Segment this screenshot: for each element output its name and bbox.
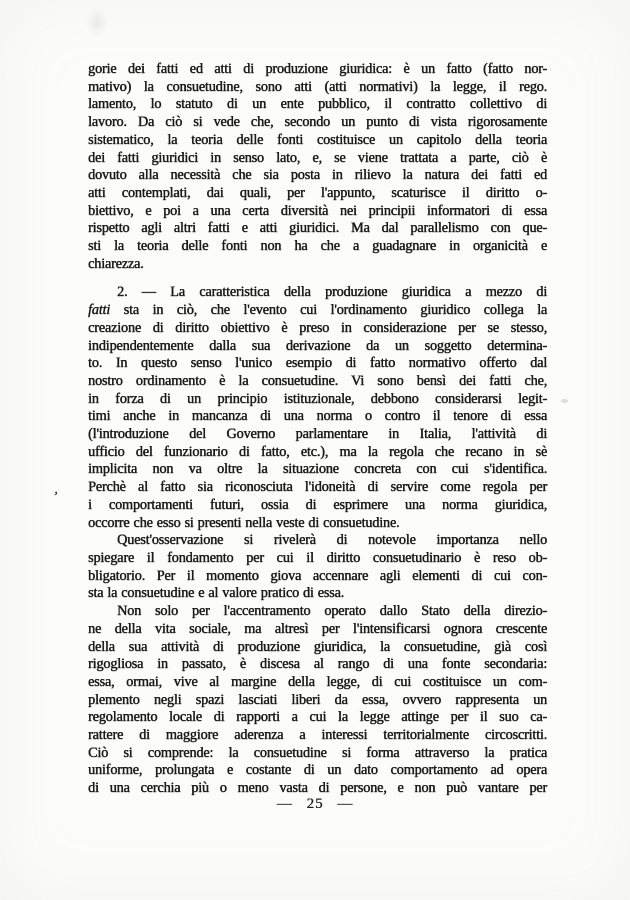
text-line: occorre che esso si presenti nella veste di consuetudine.	[88, 514, 400, 531]
text-line: lamento, lo statuto di un ente pubblico, il contratto collettivo di	[88, 96, 547, 113]
text-line: uniforme, prolungata e costante di un dato comportamento ad opera	[88, 762, 547, 779]
text-line: ne della vita sociale, ma altresì per l'intensificarsi ognora crescente	[88, 620, 547, 637]
text-line: dei fatti giuridici in senso lato, e, se viene trattata a parte, ciò è	[88, 149, 547, 166]
text-line: fatti sta in ciò, che l'evento cui l'ordinamento giuridico collega la	[88, 302, 547, 319]
text-line: sta la consuetudine e al valore pratico di essa.	[88, 585, 345, 602]
text-line: spiegare il fondamento per cui il diritto consuetudinario è reso ob-	[88, 549, 547, 566]
text-line: rispetto agli altri fatti e atti giuridici. Ma dal parallelismo con que-	[88, 220, 547, 237]
paragraph	[88, 532, 547, 603]
text-line: mativo) la consuetudine, sono atti (atti normativi) la legge, il rego.	[88, 78, 547, 95]
text-line: lavoro. Da ciò si vede che, secondo un punto di vista rigorosamente	[88, 114, 547, 131]
italic-term: fatti	[88, 302, 111, 319]
text-line: ufficio del funzionario di fatto, etc.), ma la regola che recano in sè	[88, 443, 547, 460]
text-line: (l'introduzione del Governo parlamentare in Italia, l'attività di	[88, 426, 547, 443]
text-line: chiarezza.	[88, 255, 144, 272]
page-text	[88, 61, 547, 798]
text-line: regolamento locale di rapporti a cui la legge attinge per il suo ca-	[88, 709, 547, 726]
text-line: Quest'osservazione si rivelerà di notevole importanza nello	[117, 532, 547, 549]
text-line: Non solo per l'accentramento operato dallo Stato della direzio-	[117, 603, 547, 620]
text-line: dovuto alla necessità che sia posta in rilievo la natura dei fatti ed	[88, 167, 547, 184]
paragraph	[88, 603, 547, 798]
text-line: essa, ormai, vive al margine della legge, di cui costituisce un com-	[88, 673, 547, 690]
text-line: nostro ordinamento è la consuetudine. Vi sono bensì dei fatti che,	[88, 372, 547, 389]
scan-speck	[561, 399, 568, 403]
text-line: in forza di un principio istituzionale, debbono considerarsi legit-	[88, 390, 547, 407]
text-line: to. In questo senso l'unico esempio di fatto normativo offerto dal	[88, 355, 547, 372]
text-line: rattere di maggiore aderenza a interessi territorialmente circoscritti.	[88, 727, 547, 744]
ink-speck: ’	[52, 489, 59, 506]
text-line: bligatorio. Per il momento giova accennare agli elementi di cui con-	[88, 567, 547, 584]
text-line: di una cerchia più o meno vasta di persone, e non può vantare per	[88, 780, 547, 797]
text-line: indipendentemente dalla sua derivazione da un soggetto determina-	[88, 337, 547, 354]
text-line: i comportamenti futuri, ossia di esprimere una norma giuridica,	[88, 496, 547, 513]
text-line: Perchè al fatto sia riconosciuta l'idoneità di servire come regola per	[88, 479, 547, 496]
text-line: 2. — La caratteristica della produzione giuridica a mezzo di	[117, 284, 547, 301]
text-line: timi anche in mancanza di una norma o contro il tenore di essa	[88, 408, 547, 425]
page-number: — 25 —	[276, 796, 354, 812]
paragraph	[88, 61, 547, 273]
text-line: sti la teoria delle fonti non ha che a guadagnare in organicità e	[88, 238, 547, 255]
paragraph	[88, 284, 547, 532]
text-line: biettivo, e poi a una certa diversità nei principii informatori di essa	[88, 202, 547, 219]
text-line: della sua attività di produzione giuridica, la consuetudine, già così	[88, 638, 547, 655]
text-line: gorie dei fatti ed atti di produzione giuridica: è un fatto (fatto nor-	[88, 61, 547, 77]
text-line: rigogliosa in passato, è discesa al rango di una fonte secondaria:	[88, 656, 547, 673]
text-line: implicita non va oltre la situazione concreta con cui s'identifica.	[88, 461, 547, 478]
text-line: plemento negli spazi lasciati liberi da essa, ovvero rappresenta un	[88, 691, 547, 708]
text-line: creazione di diritto obiettivo è preso in considerazione per se stesso,	[88, 319, 547, 336]
scan-smudge	[86, 8, 108, 38]
text-line: atti contemplati, dai quali, per l'appunto, scaturisce il diritto o-	[88, 184, 547, 201]
text-line: Ciò si comprende: la consuetudine si forma attraverso la pratica	[88, 744, 547, 761]
text-line: sistematico, la teoria delle fonti costituisce un capitolo della teoria	[88, 131, 547, 148]
